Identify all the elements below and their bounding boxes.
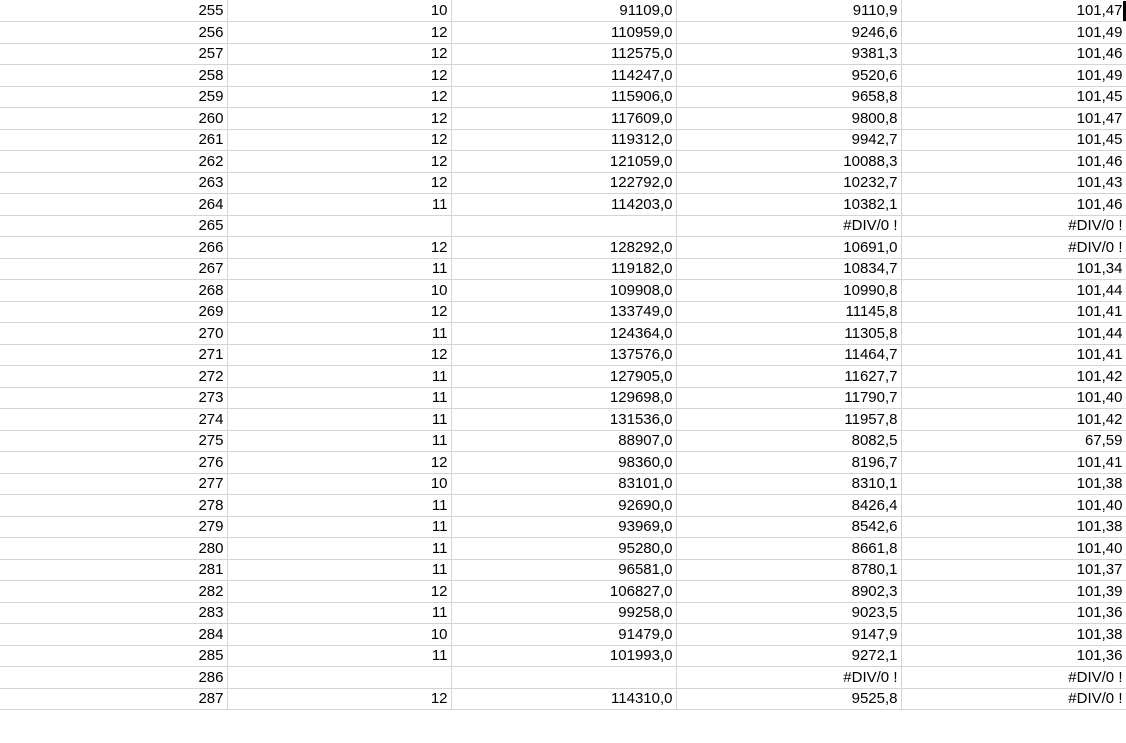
col-a-cell[interactable]: 269	[0, 301, 227, 323]
col-a-cell[interactable]: 257	[0, 43, 227, 65]
col-a-cell[interactable]: 287	[0, 688, 227, 710]
col-a-cell[interactable]: 264	[0, 194, 227, 216]
table-row	[0, 366, 1126, 388]
col-c-cell[interactable]: 99258,0	[451, 602, 676, 624]
table-row	[0, 495, 1126, 517]
col-d-cell[interactable]: 10834,7	[676, 258, 901, 280]
col-b-cell[interactable]: 11	[227, 387, 451, 409]
col-e-cell[interactable]: 101,46	[901, 43, 1126, 65]
col-d-cell[interactable]: 8082,5	[676, 430, 901, 452]
col-a-cell[interactable]: 272	[0, 366, 227, 388]
col-b-cell[interactable]: 12	[227, 65, 451, 87]
table-row	[0, 215, 1126, 237]
col-d-cell[interactable]: #DIV/0 !	[676, 215, 901, 237]
col-c-cell[interactable]: 93969,0	[451, 516, 676, 538]
col-b-cell[interactable]: 11	[227, 516, 451, 538]
col-b-cell[interactable]: 11	[227, 258, 451, 280]
col-b-cell[interactable]: 11	[227, 366, 451, 388]
col-e-cell[interactable]: #DIV/0 !	[901, 215, 1126, 237]
col-b-cell[interactable]: 11	[227, 538, 451, 560]
col-d-cell[interactable]: 9110,9	[676, 0, 901, 22]
col-c-cell[interactable]: 114203,0	[451, 194, 676, 216]
table-row	[0, 22, 1126, 44]
col-e-cell[interactable]: 101,49	[901, 22, 1126, 44]
col-c-cell[interactable]: 88907,0	[451, 430, 676, 452]
col-a-cell[interactable]: 268	[0, 280, 227, 302]
col-d-cell[interactable]: 8542,6	[676, 516, 901, 538]
col-a-cell[interactable]: 259	[0, 86, 227, 108]
col-c-cell[interactable]: 91109,0	[451, 0, 676, 22]
col-a-cell[interactable]: 271	[0, 344, 227, 366]
col-e-cell[interactable]: 101,36	[901, 645, 1126, 667]
col-c-cell[interactable]: 110959,0	[451, 22, 676, 44]
col-b-cell[interactable]: 11	[227, 495, 451, 517]
col-e-cell[interactable]: 101,41	[901, 301, 1126, 323]
col-c-cell[interactable]: 91479,0	[451, 624, 676, 646]
col-b-cell[interactable]: 11	[227, 645, 451, 667]
col-a-cell[interactable]: 263	[0, 172, 227, 194]
table-row	[0, 43, 1126, 65]
col-c-cell[interactable]: 117609,0	[451, 108, 676, 130]
col-d-cell[interactable]: 11305,8	[676, 323, 901, 345]
table-row	[0, 237, 1126, 259]
col-c-cell[interactable]: 124364,0	[451, 323, 676, 345]
col-e-cell[interactable]: 101,45	[901, 129, 1126, 151]
col-a-cell[interactable]: 274	[0, 409, 227, 431]
col-c-cell[interactable]: 112575,0	[451, 43, 676, 65]
table-row	[0, 301, 1126, 323]
col-c-cell[interactable]: 92690,0	[451, 495, 676, 517]
table-row	[0, 516, 1126, 538]
col-e-cell[interactable]: 67,59	[901, 430, 1126, 452]
col-a-cell[interactable]: 280	[0, 538, 227, 560]
col-b-cell[interactable]: 10	[227, 0, 451, 22]
table-row	[0, 108, 1126, 130]
col-b-cell[interactable]: 10	[227, 624, 451, 646]
col-b-cell[interactable]: 12	[227, 43, 451, 65]
col-b-cell[interactable]: 12	[227, 22, 451, 44]
table-row	[0, 151, 1126, 173]
col-c-cell[interactable]	[451, 215, 676, 237]
col-b-cell[interactable]: 12	[227, 86, 451, 108]
table-row	[0, 452, 1126, 474]
col-e-cell[interactable]: 101,40	[901, 538, 1126, 560]
col-d-cell[interactable]: 11627,7	[676, 366, 901, 388]
col-b-cell[interactable]: 11	[227, 430, 451, 452]
col-c-cell[interactable]: 122792,0	[451, 172, 676, 194]
col-c-cell[interactable]: 121059,0	[451, 151, 676, 173]
col-a-cell[interactable]: 275	[0, 430, 227, 452]
col-a-cell[interactable]: 283	[0, 602, 227, 624]
col-d-cell[interactable]: 9520,6	[676, 65, 901, 87]
col-a-cell[interactable]: 267	[0, 258, 227, 280]
col-e-cell[interactable]: 101,47	[901, 108, 1126, 130]
col-a-cell[interactable]: 273	[0, 387, 227, 409]
table-row	[0, 559, 1126, 581]
col-e-cell[interactable]: 101,42	[901, 366, 1126, 388]
col-a-cell[interactable]: 265	[0, 215, 227, 237]
table-row	[0, 280, 1126, 302]
col-e-cell[interactable]: #DIV/0 !	[901, 667, 1126, 689]
col-b-cell[interactable]: 12	[227, 129, 451, 151]
table-row	[0, 624, 1126, 646]
col-b-cell[interactable]: 11	[227, 323, 451, 345]
col-d-cell[interactable]: 10691,0	[676, 237, 901, 259]
col-b-cell[interactable]: 12	[227, 344, 451, 366]
col-c-cell[interactable]: 119312,0	[451, 129, 676, 151]
table-row	[0, 667, 1126, 689]
col-d-cell[interactable]: 9381,3	[676, 43, 901, 65]
table-row	[0, 258, 1126, 280]
col-e-cell[interactable]: 101,43	[901, 172, 1126, 194]
col-e-cell[interactable]: 101,41	[901, 452, 1126, 474]
col-d-cell[interactable]: #DIV/0 !	[676, 667, 901, 689]
col-e-cell[interactable]: 101,36	[901, 602, 1126, 624]
col-b-cell[interactable]: 11	[227, 602, 451, 624]
col-b-cell[interactable]: 11	[227, 559, 451, 581]
col-b-cell[interactable]: 12	[227, 581, 451, 603]
col-a-cell[interactable]: 266	[0, 237, 227, 259]
table-row	[0, 344, 1126, 366]
col-a-cell[interactable]: 262	[0, 151, 227, 173]
col-d-cell[interactable]: 10088,3	[676, 151, 901, 173]
table-row	[0, 688, 1126, 710]
col-d-cell[interactable]: 11790,7	[676, 387, 901, 409]
col-b-cell[interactable]	[227, 667, 451, 689]
col-a-cell[interactable]: 260	[0, 108, 227, 130]
col-d-cell[interactable]: 8780,1	[676, 559, 901, 581]
col-d-cell[interactable]: 9272,1	[676, 645, 901, 667]
col-d-cell[interactable]: 8196,7	[676, 452, 901, 474]
col-b-cell[interactable]: 12	[227, 172, 451, 194]
col-b-cell[interactable]: 12	[227, 301, 451, 323]
col-b-cell[interactable]	[227, 215, 451, 237]
col-a-cell[interactable]: 278	[0, 495, 227, 517]
table-row	[0, 645, 1126, 667]
col-a-cell[interactable]: 261	[0, 129, 227, 151]
col-e-cell[interactable]: 101,41	[901, 344, 1126, 366]
col-d-cell[interactable]: 10382,1	[676, 194, 901, 216]
col-b-cell[interactable]: 12	[227, 452, 451, 474]
col-e-cell[interactable]: 101,40	[901, 387, 1126, 409]
col-d-cell[interactable]: 11464,7	[676, 344, 901, 366]
col-e-cell[interactable]: 101,39	[901, 581, 1126, 603]
col-e-cell[interactable]: 101,44	[901, 323, 1126, 345]
col-c-cell[interactable]: 115906,0	[451, 86, 676, 108]
col-d-cell[interactable]: 9658,8	[676, 86, 901, 108]
col-d-cell[interactable]: 11145,8	[676, 301, 901, 323]
col-c-cell[interactable]: 137576,0	[451, 344, 676, 366]
col-d-cell[interactable]: 8902,3	[676, 581, 901, 603]
col-c-cell[interactable]: 133749,0	[451, 301, 676, 323]
col-c-cell[interactable]: 119182,0	[451, 258, 676, 280]
col-a-cell[interactable]: 276	[0, 452, 227, 474]
table-row	[0, 473, 1126, 495]
table-row	[0, 323, 1126, 345]
col-a-cell[interactable]: 255	[0, 0, 227, 22]
col-e-cell[interactable]: #DIV/0 !	[901, 237, 1126, 259]
col-b-cell[interactable]: 10	[227, 473, 451, 495]
col-e-cell[interactable]: 101,38	[901, 473, 1126, 495]
col-a-cell[interactable]: 279	[0, 516, 227, 538]
col-c-cell[interactable]: 109908,0	[451, 280, 676, 302]
table-row	[0, 387, 1126, 409]
col-d-cell[interactable]: 9246,6	[676, 22, 901, 44]
table-row	[0, 129, 1126, 151]
col-e-cell[interactable]: 101,40	[901, 495, 1126, 517]
col-c-cell[interactable]: 98360,0	[451, 452, 676, 474]
col-d-cell[interactable]: 10990,8	[676, 280, 901, 302]
table-row	[0, 409, 1126, 431]
col-a-cell[interactable]: 285	[0, 645, 227, 667]
table-row	[0, 65, 1126, 87]
col-c-cell[interactable]: 131536,0	[451, 409, 676, 431]
col-d-cell[interactable]: 10232,7	[676, 172, 901, 194]
col-d-cell[interactable]: 11957,8	[676, 409, 901, 431]
col-e-cell[interactable]: 101,46	[901, 151, 1126, 173]
col-e-cell[interactable]: 101,34	[901, 258, 1126, 280]
col-a-cell[interactable]: 281	[0, 559, 227, 581]
col-b-cell[interactable]: 11	[227, 194, 451, 216]
col-b-cell[interactable]: 12	[227, 151, 451, 173]
table-row	[0, 602, 1126, 624]
col-a-cell[interactable]: 277	[0, 473, 227, 495]
col-d-cell[interactable]: 9147,9	[676, 624, 901, 646]
col-d-cell[interactable]: 9800,8	[676, 108, 901, 130]
table-row	[0, 538, 1126, 560]
col-d-cell[interactable]: 9942,7	[676, 129, 901, 151]
col-c-cell[interactable]: 114247,0	[451, 65, 676, 87]
col-d-cell[interactable]: 8426,4	[676, 495, 901, 517]
col-e-cell[interactable]: 101,42	[901, 409, 1126, 431]
col-a-cell[interactable]: 258	[0, 65, 227, 87]
table-row	[0, 430, 1126, 452]
col-e-cell[interactable]: 101,45	[901, 86, 1126, 108]
col-e-cell[interactable]: 101,38	[901, 624, 1126, 646]
table-row	[0, 86, 1126, 108]
col-a-cell[interactable]: 284	[0, 624, 227, 646]
col-d-cell[interactable]: 9023,5	[676, 602, 901, 624]
table-row	[0, 194, 1126, 216]
col-c-cell[interactable]: 101993,0	[451, 645, 676, 667]
col-e-cell[interactable]: 101,47	[901, 0, 1126, 22]
col-a-cell[interactable]: 270	[0, 323, 227, 345]
col-e-cell[interactable]: 101,49	[901, 65, 1126, 87]
col-c-cell[interactable]: 114310,0	[451, 688, 676, 710]
col-d-cell[interactable]: 8661,8	[676, 538, 901, 560]
col-b-cell[interactable]: 12	[227, 688, 451, 710]
col-c-cell[interactable]: 129698,0	[451, 387, 676, 409]
col-e-cell[interactable]: 101,37	[901, 559, 1126, 581]
col-c-cell[interactable]: 106827,0	[451, 581, 676, 603]
col-c-cell[interactable]: 127905,0	[451, 366, 676, 388]
col-a-cell[interactable]: 256	[0, 22, 227, 44]
col-c-cell[interactable]: 83101,0	[451, 473, 676, 495]
col-b-cell[interactable]: 11	[227, 409, 451, 431]
table-row	[0, 172, 1126, 194]
col-e-cell[interactable]: 101,46	[901, 194, 1126, 216]
col-c-cell[interactable]: 128292,0	[451, 237, 676, 259]
col-a-cell[interactable]: 286	[0, 667, 227, 689]
col-e-cell[interactable]: #DIV/0 !	[901, 688, 1126, 710]
table-row	[0, 581, 1126, 603]
col-e-cell[interactable]: 101,44	[901, 280, 1126, 302]
col-c-cell[interactable]: 96581,0	[451, 559, 676, 581]
col-b-cell[interactable]: 12	[227, 237, 451, 259]
col-a-cell[interactable]: 282	[0, 581, 227, 603]
col-c-cell[interactable]	[451, 667, 676, 689]
col-e-cell[interactable]: 101,38	[901, 516, 1126, 538]
col-d-cell[interactable]: 9525,8	[676, 688, 901, 710]
col-d-cell[interactable]: 8310,1	[676, 473, 901, 495]
col-b-cell[interactable]: 12	[227, 108, 451, 130]
col-b-cell[interactable]: 10	[227, 280, 451, 302]
table-row	[0, 0, 1126, 22]
col-c-cell[interactable]: 95280,0	[451, 538, 676, 560]
